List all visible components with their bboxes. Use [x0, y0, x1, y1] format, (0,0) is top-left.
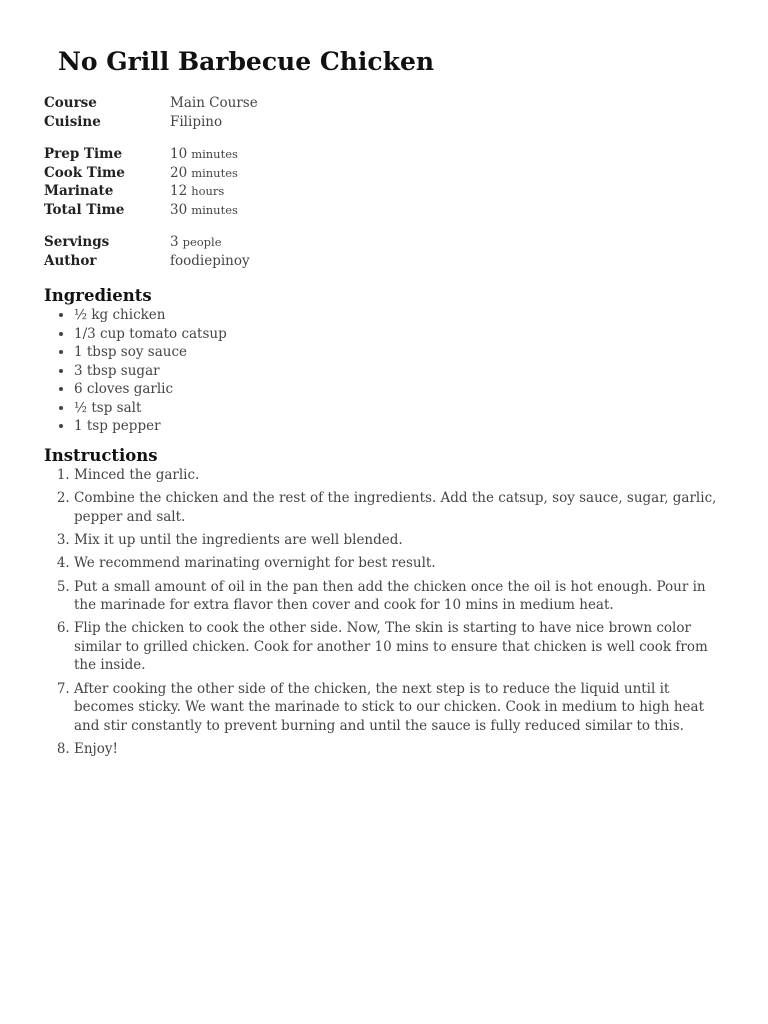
servings-number: 3 — [170, 234, 179, 250]
instruction-step: 7. After cooking the other side of the chicken, the next step is to reduce the liquid until it becomes sticky. We want the marinade to stick to our chicken. Cook in medium to high heat and stir constantly to prevent burning and until the sauce is fully reduced similar to this. — [74, 680, 724, 736]
meta-group-times — [44, 145, 444, 219]
meta-row-author — [44, 252, 444, 271]
instructions-list — [44, 466, 724, 759]
servings-unit: people — [182, 235, 222, 249]
cuisine-label: Cuisine — [44, 113, 101, 130]
ingredients-section — [44, 286, 724, 436]
course-value: Main Course — [170, 95, 258, 111]
cuisine-value: Filipino — [170, 113, 223, 130]
cook-time-label: Cook Time — [44, 164, 125, 181]
ingredient-item: • 1 tbsp soy sauce — [74, 343, 724, 362]
meta-row-marinate — [44, 182, 444, 201]
recipe-title: No Grill Barbecue Chicken — [58, 47, 435, 76]
instruction-step: 1. Minced the garlic. — [74, 466, 724, 485]
ingredients-list — [44, 306, 724, 436]
total-time-unit: minutes — [191, 202, 238, 217]
marinate-label: Marinate — [44, 183, 114, 199]
cook-time-unit: minutes — [191, 165, 238, 180]
servings-label: Servings — [44, 234, 110, 250]
total-time-label: Total Time — [44, 201, 125, 218]
meta-row-course — [44, 94, 444, 113]
meta-row-cook-time — [44, 164, 444, 183]
servings-value — [170, 233, 222, 252]
author-label: Author — [44, 252, 97, 269]
instruction-step: 3. Mix it up until the ingredients are well blended. — [74, 531, 724, 550]
meta-row-total-time — [44, 201, 444, 220]
prep-time-unit: minutes — [191, 147, 238, 161]
cook-time-number: 20 — [170, 164, 188, 181]
meta-row-servings — [44, 233, 444, 252]
ingredient-item: • 1 tsp pepper — [74, 417, 724, 436]
prep-time-label: Prep Time — [44, 146, 123, 162]
prep-time-number: 10 — [170, 146, 188, 162]
total-time-value — [170, 201, 238, 220]
ingredient-item: • ½ kg chicken — [74, 306, 724, 325]
instruction-step: 2. Combine the chicken and the rest of the ingredients. Add the catsup, soy sauce, sugar, garlic, pepper and salt. — [74, 489, 724, 526]
instruction-step: 4. We recommend marinating overnight for best result. — [74, 554, 724, 573]
meta-row-prep-time — [44, 145, 444, 164]
ingredient-item: • ½ tsp salt — [74, 399, 724, 418]
ingredients-heading: Ingredients — [44, 286, 152, 305]
instruction-step: 6. Flip the chicken to cook the other side. Now, The skin is starting to have nice brown color similar to grilled chicken. Cook for another 10 mins to ensure that chicken is well cook from the inside. — [74, 619, 724, 675]
cook-time-value — [170, 164, 238, 183]
author-value: foodiepinoy — [170, 252, 250, 269]
marinate-number: 12 — [170, 183, 188, 199]
ingredient-item: • 1/3 cup tomato catsup — [74, 325, 724, 344]
marinate-unit: hours — [191, 184, 225, 198]
recipe-meta — [44, 94, 444, 284]
total-time-number: 30 — [170, 201, 188, 218]
ingredient-item: • 3 tbsp sugar — [74, 362, 724, 381]
ingredient-item: • 6 cloves garlic — [74, 380, 724, 399]
prep-time-value — [170, 145, 238, 164]
meta-group-servings — [44, 233, 444, 270]
meta-group-category — [44, 94, 444, 131]
marinate-value — [170, 182, 224, 201]
instruction-step: 8. Enjoy! — [74, 740, 724, 759]
instructions-section — [44, 446, 724, 763]
meta-row-cuisine — [44, 113, 444, 132]
instruction-step: 5. Put a small amount of oil in the pan then add the chicken once the oil is hot enough. Pour in the marinade for extra flavor then cover and cook for 10 mins in medium heat. — [74, 578, 724, 615]
instructions-heading: Instructions — [44, 446, 158, 465]
course-label: Course — [44, 95, 97, 111]
